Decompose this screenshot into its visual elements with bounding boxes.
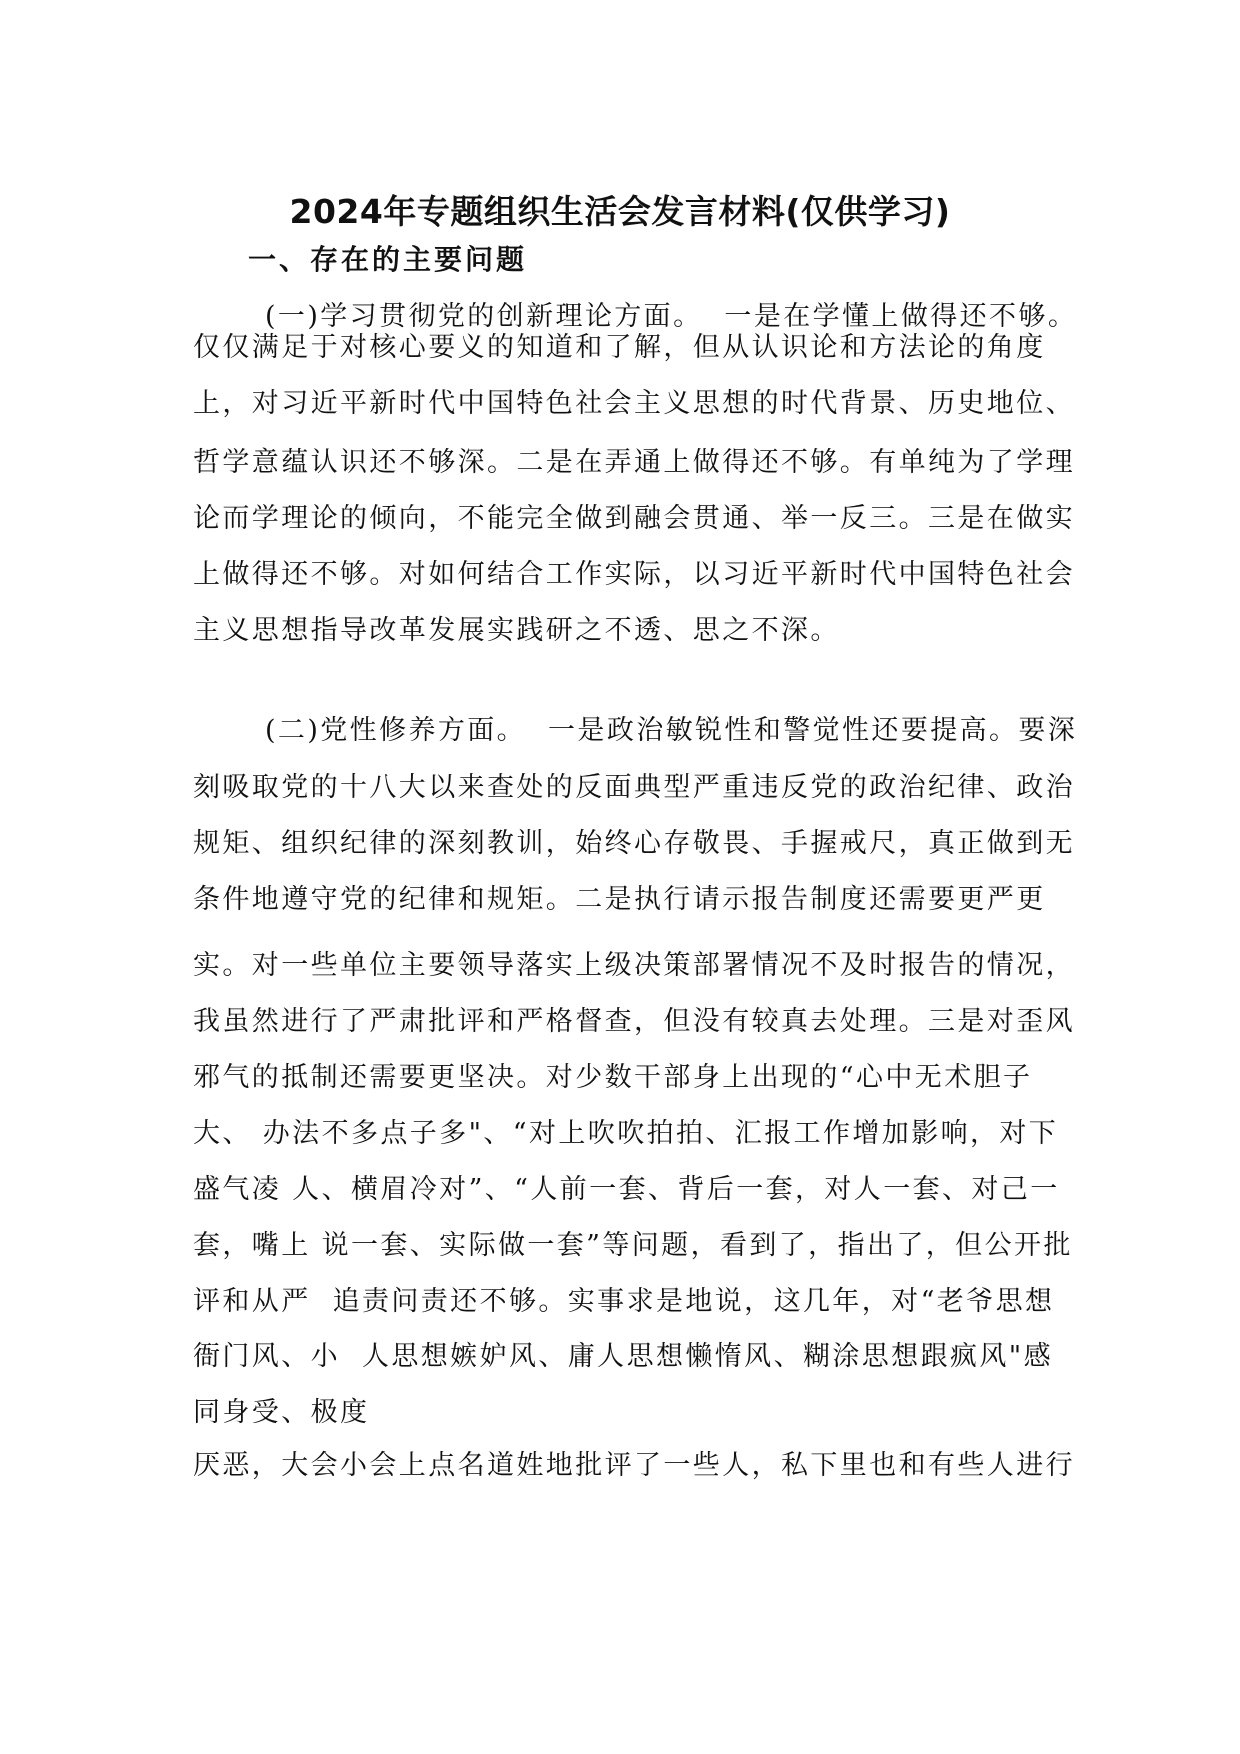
paragraph-2-line-7: 邪气的抵制还需要更坚决。对少数干部身上出现的“心中无术胆子 — [193, 1062, 1033, 1093]
paragraph-1-line-3: 上，对习近平新时代中国特色社会主义思想的时代背景、历史地位、 — [193, 388, 1075, 419]
paragraph-2-line-14: 厌恶，大会小会上点名道姓地批评了一些人，私下里也和有些人进行 — [193, 1450, 1075, 1481]
paragraph-1-line-6: 上做得还不够。对如何结合工作实际，以习近平新时代中国特色社会 — [193, 559, 1075, 590]
document-title: 2024年专题组织生活会发言材料(仅供学习) — [289, 192, 951, 231]
section-heading: 一、存在的主要问题 — [248, 243, 528, 276]
paragraph-2-line-8: 大、 办法不多点子多"、“对上吹吹拍拍、汇报工作增加影响，对下 — [193, 1118, 1059, 1149]
paragraph-2-line-1: (二)党性修养方面。 一是政治敏锐性和警觉性还要提高。要深 — [265, 715, 1078, 746]
paragraph-2-line-4: 条件地遵守党的纪律和规矩。二是执行请示报告制度还需要更严更 — [193, 884, 1046, 915]
paragraph-2-line-13: 同身受、极度 — [193, 1397, 370, 1428]
paragraph-2-line-11: 评和从严 追责问责还不够。实事求是地说，这几年，对“老爷思想 — [193, 1286, 1055, 1317]
paragraph-2-line-5: 实。对一些单位主要领导落实上级决策部署情况不及时报告的情况， — [193, 950, 1075, 981]
paragraph-1-line-2: 仅仅满足于对核心要义的知道和了解，但从认识论和方法论的角度 — [193, 332, 1046, 363]
paragraph-2-line-10: 套，嘴上 说一套、实际做一套”等问题，看到了，指出了，但公开批 — [193, 1230, 1073, 1261]
paragraph-2-line-6: 我虽然进行了严肃批评和严格督查，但没有较真去处理。三是对歪风 — [193, 1006, 1075, 1037]
paragraph-1-line-7: 主义思想指导改革发展实践研之不透、思之不深。 — [193, 615, 840, 646]
paragraph-1-line-1: (一)学习贯彻党的创新理论方面。 一是在学懂上做得还不够。 — [265, 301, 1078, 332]
paragraph-2-line-3: 规矩、组织纪律的深刻教训，始终心存敬畏、手握戒尺，真正做到无 — [193, 828, 1075, 859]
paragraph-1-line-5: 论而学理论的倾向，不能完全做到融会贯通、举一反三。三是在做实 — [193, 503, 1075, 534]
paragraph-2-line-2: 刻吸取党的十八大以来查处的反面典型严重违反党的政治纪律、政治 — [193, 772, 1075, 803]
paragraph-1-line-4: 哲学意蕴认识还不够深。二是在弄通上做得还不够。有单纯为了学理 — [193, 447, 1075, 478]
paragraph-2-line-12: 衙门风、小 人思想嫉妒风、庸人思想懒惰风、糊涂思想跟疯风"感 — [193, 1341, 1053, 1372]
paragraph-2-line-9: 盛气凌 人、横眉冷对”、“人前一套、背后一套，对人一套、对己一 — [193, 1174, 1060, 1205]
